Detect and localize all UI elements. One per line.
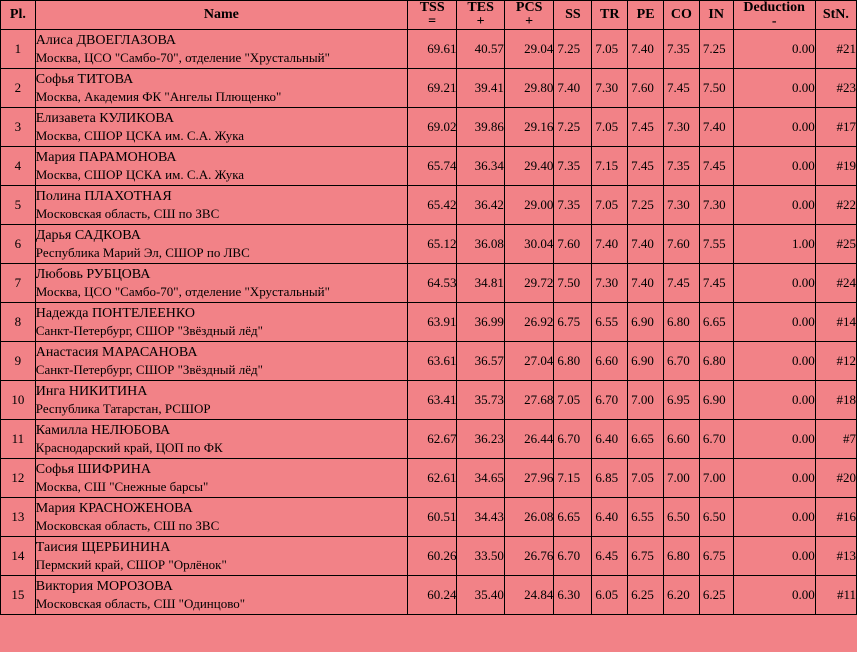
cell-co: 6.20 bbox=[664, 576, 700, 615]
cell-in: 7.50 bbox=[699, 69, 733, 108]
cell-tes: 34.43 bbox=[457, 498, 504, 537]
column-header-co bbox=[664, 1, 700, 30]
cell-place: 14 bbox=[1, 537, 36, 576]
cell-name bbox=[35, 342, 407, 381]
cell-pe: 7.25 bbox=[628, 186, 664, 225]
cell-start-number: #16 bbox=[815, 498, 856, 537]
cell-co: 6.95 bbox=[664, 381, 700, 420]
skater-club: Краснодарский край, ЦОП по ФК bbox=[35, 439, 223, 455]
table-row bbox=[1, 576, 857, 615]
cell-pe: 7.00 bbox=[628, 381, 664, 420]
cell-start-number: #12 bbox=[815, 342, 856, 381]
cell-deduction: 0.00 bbox=[733, 147, 815, 186]
cell-tss: 60.24 bbox=[407, 576, 457, 615]
cell-pe: 7.40 bbox=[628, 225, 664, 264]
cell-place: 9 bbox=[1, 342, 36, 381]
cell-pcs: 29.40 bbox=[504, 147, 554, 186]
cell-co: 7.00 bbox=[664, 459, 700, 498]
column-header-tes bbox=[457, 1, 504, 30]
cell-pe: 6.55 bbox=[628, 498, 664, 537]
skater-name: Софья ТИТОВА bbox=[35, 71, 134, 87]
column-header-deduction bbox=[733, 1, 815, 30]
cell-name bbox=[35, 381, 407, 420]
skater-name: Алиса ДВОЕГЛАЗОВА bbox=[35, 32, 177, 48]
cell-pe: 6.25 bbox=[628, 576, 664, 615]
column-header-pcs-sub: + bbox=[525, 14, 534, 29]
cell-co: 6.60 bbox=[664, 420, 700, 459]
cell-pcs: 24.84 bbox=[504, 576, 554, 615]
cell-ss: 6.70 bbox=[554, 537, 592, 576]
cell-co: 6.80 bbox=[664, 303, 700, 342]
table-row bbox=[1, 420, 857, 459]
column-header-tss bbox=[407, 1, 457, 30]
cell-ss: 7.40 bbox=[554, 69, 592, 108]
cell-tss: 60.51 bbox=[407, 498, 457, 537]
column-header-deduction-sub: - bbox=[771, 14, 777, 29]
cell-pe: 7.40 bbox=[628, 30, 664, 69]
skater-name: Инга НИКИТИНА bbox=[35, 383, 148, 399]
table-row bbox=[1, 381, 857, 420]
cell-tss: 65.74 bbox=[407, 147, 457, 186]
cell-deduction: 1.00 bbox=[733, 225, 815, 264]
cell-tr: 6.40 bbox=[592, 420, 628, 459]
cell-tss: 69.61 bbox=[407, 30, 457, 69]
cell-tr: 6.05 bbox=[592, 576, 628, 615]
cell-deduction: 0.00 bbox=[733, 303, 815, 342]
cell-deduction: 0.00 bbox=[733, 420, 815, 459]
table-row bbox=[1, 264, 857, 303]
cell-start-number: #24 bbox=[815, 264, 856, 303]
skater-club: Санкт-Петербург, СШОР "Звёздный лёд" bbox=[35, 361, 263, 377]
cell-tss: 60.26 bbox=[407, 537, 457, 576]
cell-name bbox=[35, 225, 407, 264]
skater-name: Софья ШИФРИНА bbox=[35, 461, 151, 477]
skater-club: Москва, СШОР ЦСКА им. С.А. Жука bbox=[35, 166, 245, 182]
cell-start-number: #7 bbox=[815, 420, 856, 459]
skater-club: Санкт-Петербург, СШОР "Звёздный лёд" bbox=[35, 322, 263, 338]
cell-tes: 35.40 bbox=[457, 576, 504, 615]
cell-tes: 39.41 bbox=[457, 69, 504, 108]
cell-deduction: 0.00 bbox=[733, 498, 815, 537]
cell-in: 7.45 bbox=[699, 264, 733, 303]
cell-ss: 7.05 bbox=[554, 381, 592, 420]
cell-tss: 63.61 bbox=[407, 342, 457, 381]
cell-tr: 7.30 bbox=[592, 264, 628, 303]
cell-ss: 7.35 bbox=[554, 147, 592, 186]
cell-tss: 64.53 bbox=[407, 264, 457, 303]
skater-club: Москва, Академия ФК "Ангелы Плющенко" bbox=[35, 88, 282, 104]
column-header-place-label: Pl. bbox=[9, 6, 26, 22]
skater-club: Пермский край, СШОР "Орлёнок" bbox=[35, 556, 227, 572]
cell-place: 12 bbox=[1, 459, 36, 498]
cell-tr: 7.05 bbox=[592, 186, 628, 225]
cell-co: 6.70 bbox=[664, 342, 700, 381]
cell-in: 7.25 bbox=[699, 30, 733, 69]
cell-pcs: 27.04 bbox=[504, 342, 554, 381]
column-header-start-number bbox=[815, 1, 856, 30]
cell-ss: 6.75 bbox=[554, 303, 592, 342]
cell-co: 7.35 bbox=[664, 30, 700, 69]
cell-pe: 7.60 bbox=[628, 69, 664, 108]
table-row bbox=[1, 186, 857, 225]
cell-place: 10 bbox=[1, 381, 36, 420]
cell-tes: 34.81 bbox=[457, 264, 504, 303]
cell-ss: 7.15 bbox=[554, 459, 592, 498]
table-body bbox=[1, 30, 857, 615]
cell-co: 6.50 bbox=[664, 498, 700, 537]
cell-in: 7.00 bbox=[699, 459, 733, 498]
cell-in: 7.30 bbox=[699, 186, 733, 225]
column-header-deduction-label: Deduction bbox=[743, 0, 805, 15]
cell-name bbox=[35, 303, 407, 342]
cell-pcs: 27.96 bbox=[504, 459, 554, 498]
cell-ss: 6.70 bbox=[554, 420, 592, 459]
cell-pcs: 29.16 bbox=[504, 108, 554, 147]
cell-start-number: #20 bbox=[815, 459, 856, 498]
cell-name bbox=[35, 498, 407, 537]
column-header-pcs bbox=[504, 1, 554, 30]
cell-in: 7.55 bbox=[699, 225, 733, 264]
cell-pcs: 27.68 bbox=[504, 381, 554, 420]
column-header-ss-label: SS bbox=[565, 6, 581, 22]
column-header-name-label: Name bbox=[203, 6, 239, 22]
table-header-row bbox=[1, 1, 857, 30]
cell-tes: 36.08 bbox=[457, 225, 504, 264]
skater-name: Мария ПАРАМОНОВА bbox=[35, 149, 177, 165]
cell-name bbox=[35, 420, 407, 459]
skater-name: Надежда ПОНТЕЛЕЕНКО bbox=[35, 305, 196, 321]
column-header-co-label: CO bbox=[670, 6, 692, 22]
column-header-tss-sub: = bbox=[428, 14, 437, 29]
cell-co: 7.45 bbox=[664, 264, 700, 303]
cell-in: 6.80 bbox=[699, 342, 733, 381]
cell-in: 7.40 bbox=[699, 108, 733, 147]
table-row bbox=[1, 108, 857, 147]
cell-place: 8 bbox=[1, 303, 36, 342]
cell-name bbox=[35, 147, 407, 186]
skater-club: Московская область, СШ по ЗВС bbox=[35, 205, 220, 221]
skater-name: Любовь РУБЦОВА bbox=[35, 266, 151, 282]
cell-deduction: 0.00 bbox=[733, 459, 815, 498]
cell-ss: 7.25 bbox=[554, 108, 592, 147]
cell-pcs: 26.76 bbox=[504, 537, 554, 576]
cell-co: 6.80 bbox=[664, 537, 700, 576]
skater-name: Виктория МОРОЗОВА bbox=[35, 578, 173, 594]
cell-deduction: 0.00 bbox=[733, 537, 815, 576]
skater-name: Таисия ЩЕРБИНИНА bbox=[35, 539, 171, 555]
cell-pcs: 29.80 bbox=[504, 69, 554, 108]
cell-pe: 6.90 bbox=[628, 342, 664, 381]
cell-ss: 7.60 bbox=[554, 225, 592, 264]
column-header-in bbox=[699, 1, 733, 30]
cell-start-number: #13 bbox=[815, 537, 856, 576]
table-header bbox=[1, 1, 857, 30]
cell-pcs: 29.00 bbox=[504, 186, 554, 225]
skater-club: Республика Марий Эл, СШОР по ЛВС bbox=[35, 244, 250, 260]
cell-tes: 40.57 bbox=[457, 30, 504, 69]
cell-ss: 7.35 bbox=[554, 186, 592, 225]
cell-tss: 69.21 bbox=[407, 69, 457, 108]
cell-ss: 6.65 bbox=[554, 498, 592, 537]
skater-name: Камилла НЕЛЮБОВА bbox=[35, 422, 171, 438]
cell-deduction: 0.00 bbox=[733, 576, 815, 615]
cell-tss: 63.41 bbox=[407, 381, 457, 420]
table-row bbox=[1, 303, 857, 342]
cell-pcs: 26.92 bbox=[504, 303, 554, 342]
column-header-name bbox=[35, 1, 407, 30]
cell-co: 7.30 bbox=[664, 186, 700, 225]
cell-pe: 7.40 bbox=[628, 264, 664, 303]
cell-tr: 7.15 bbox=[592, 147, 628, 186]
cell-deduction: 0.00 bbox=[733, 186, 815, 225]
cell-in: 6.50 bbox=[699, 498, 733, 537]
cell-place: 1 bbox=[1, 30, 36, 69]
cell-tr: 7.05 bbox=[592, 30, 628, 69]
cell-pe: 7.45 bbox=[628, 108, 664, 147]
cell-start-number: #19 bbox=[815, 147, 856, 186]
cell-deduction: 0.00 bbox=[733, 30, 815, 69]
column-header-place bbox=[1, 1, 36, 30]
cell-co: 7.60 bbox=[664, 225, 700, 264]
cell-pe: 6.75 bbox=[628, 537, 664, 576]
column-header-pe bbox=[628, 1, 664, 30]
column-header-in-label: IN bbox=[708, 6, 724, 22]
cell-name bbox=[35, 264, 407, 303]
cell-pe: 6.90 bbox=[628, 303, 664, 342]
cell-ss: 7.50 bbox=[554, 264, 592, 303]
cell-in: 6.65 bbox=[699, 303, 733, 342]
cell-deduction: 0.00 bbox=[733, 342, 815, 381]
cell-tss: 65.12 bbox=[407, 225, 457, 264]
skater-name: Елизавета КУЛИКОВА bbox=[35, 110, 174, 126]
cell-name bbox=[35, 186, 407, 225]
cell-co: 7.30 bbox=[664, 108, 700, 147]
cell-co: 7.35 bbox=[664, 147, 700, 186]
column-header-tr-label: TR bbox=[600, 6, 620, 22]
skater-club: Московская область, СШ "Одинцово" bbox=[35, 595, 246, 611]
cell-tr: 6.45 bbox=[592, 537, 628, 576]
cell-start-number: #21 bbox=[815, 30, 856, 69]
skater-club: Москва, ЦСО "Самбо-70", отделение "Хрустальный" bbox=[35, 283, 330, 299]
cell-ss: 7.25 bbox=[554, 30, 592, 69]
cell-place: 4 bbox=[1, 147, 36, 186]
cell-start-number: #11 bbox=[815, 576, 856, 615]
table-row bbox=[1, 498, 857, 537]
cell-in: 7.45 bbox=[699, 147, 733, 186]
cell-name bbox=[35, 576, 407, 615]
cell-place: 3 bbox=[1, 108, 36, 147]
cell-in: 6.70 bbox=[699, 420, 733, 459]
cell-tes: 33.50 bbox=[457, 537, 504, 576]
cell-pcs: 29.72 bbox=[504, 264, 554, 303]
cell-place: 6 bbox=[1, 225, 36, 264]
table-row bbox=[1, 69, 857, 108]
skater-club: Москва, ЦСО "Самбо-70", отделение "Хрустальный" bbox=[35, 49, 330, 65]
skater-name: Анастасия МАРАСАНОВА bbox=[35, 344, 198, 360]
cell-place: 11 bbox=[1, 420, 36, 459]
cell-pcs: 30.04 bbox=[504, 225, 554, 264]
cell-tss: 63.91 bbox=[407, 303, 457, 342]
cell-start-number: #22 bbox=[815, 186, 856, 225]
cell-deduction: 0.00 bbox=[733, 264, 815, 303]
cell-place: 2 bbox=[1, 69, 36, 108]
column-header-tes-sub: + bbox=[476, 14, 485, 29]
column-header-pe-label: PE bbox=[636, 6, 655, 22]
column-header-ss bbox=[554, 1, 592, 30]
cell-place: 15 bbox=[1, 576, 36, 615]
cell-start-number: #18 bbox=[815, 381, 856, 420]
cell-in: 6.75 bbox=[699, 537, 733, 576]
cell-co: 7.45 bbox=[664, 69, 700, 108]
cell-name bbox=[35, 459, 407, 498]
cell-tr: 6.85 bbox=[592, 459, 628, 498]
cell-start-number: #23 bbox=[815, 69, 856, 108]
table-row bbox=[1, 147, 857, 186]
table-row bbox=[1, 342, 857, 381]
skater-club: Москва, СШОР ЦСКА им. С.А. Жука bbox=[35, 127, 245, 143]
skater-name: Полина ПЛАХОТНАЯ bbox=[35, 188, 172, 204]
skater-name: Мария КРАСНОЖЕНОВА bbox=[35, 500, 193, 516]
cell-tes: 35.73 bbox=[457, 381, 504, 420]
cell-in: 6.90 bbox=[699, 381, 733, 420]
column-header-tss-label: TSS bbox=[419, 0, 445, 15]
cell-pcs: 26.08 bbox=[504, 498, 554, 537]
cell-pe: 7.45 bbox=[628, 147, 664, 186]
cell-tes: 36.42 bbox=[457, 186, 504, 225]
cell-pe: 7.05 bbox=[628, 459, 664, 498]
cell-name bbox=[35, 537, 407, 576]
cell-tr: 7.40 bbox=[592, 225, 628, 264]
skater-club: Московская область, СШ по ЗВС bbox=[35, 517, 220, 533]
table-row bbox=[1, 537, 857, 576]
cell-pcs: 26.44 bbox=[504, 420, 554, 459]
cell-ss: 6.30 bbox=[554, 576, 592, 615]
cell-tr: 6.60 bbox=[592, 342, 628, 381]
cell-tss: 62.67 bbox=[407, 420, 457, 459]
cell-start-number: #14 bbox=[815, 303, 856, 342]
skater-name: Дарья САДКОВА bbox=[35, 227, 141, 243]
cell-in: 6.25 bbox=[699, 576, 733, 615]
cell-tr: 6.40 bbox=[592, 498, 628, 537]
column-header-tr bbox=[592, 1, 628, 30]
skater-club: Республика Татарстан, РСШОР bbox=[35, 400, 211, 416]
cell-deduction: 0.00 bbox=[733, 108, 815, 147]
cell-name bbox=[35, 69, 407, 108]
cell-tes: 36.57 bbox=[457, 342, 504, 381]
cell-start-number: #25 bbox=[815, 225, 856, 264]
cell-start-number: #17 bbox=[815, 108, 856, 147]
column-header-pcs-label: PCS bbox=[515, 0, 543, 15]
cell-name bbox=[35, 30, 407, 69]
cell-tr: 7.30 bbox=[592, 69, 628, 108]
cell-name bbox=[35, 108, 407, 147]
column-header-start-number-label: StN. bbox=[822, 6, 849, 22]
cell-place: 5 bbox=[1, 186, 36, 225]
cell-tes: 34.65 bbox=[457, 459, 504, 498]
skater-club: Москва, СШ "Снежные барсы" bbox=[35, 478, 209, 494]
cell-pe: 6.65 bbox=[628, 420, 664, 459]
column-header-tes-label: TES bbox=[467, 0, 494, 15]
cell-place: 7 bbox=[1, 264, 36, 303]
cell-tss: 65.42 bbox=[407, 186, 457, 225]
cell-tes: 39.86 bbox=[457, 108, 504, 147]
table-row bbox=[1, 459, 857, 498]
cell-tr: 7.05 bbox=[592, 108, 628, 147]
table-row bbox=[1, 30, 857, 69]
cell-tss: 69.02 bbox=[407, 108, 457, 147]
cell-tr: 6.70 bbox=[592, 381, 628, 420]
cell-tes: 36.34 bbox=[457, 147, 504, 186]
cell-deduction: 0.00 bbox=[733, 69, 815, 108]
cell-place: 13 bbox=[1, 498, 36, 537]
table-row bbox=[1, 225, 857, 264]
cell-deduction: 0.00 bbox=[733, 381, 815, 420]
cell-tss: 62.61 bbox=[407, 459, 457, 498]
cell-pcs: 29.04 bbox=[504, 30, 554, 69]
cell-tes: 36.99 bbox=[457, 303, 504, 342]
cell-tes: 36.23 bbox=[457, 420, 504, 459]
cell-tr: 6.55 bbox=[592, 303, 628, 342]
cell-ss: 6.80 bbox=[554, 342, 592, 381]
